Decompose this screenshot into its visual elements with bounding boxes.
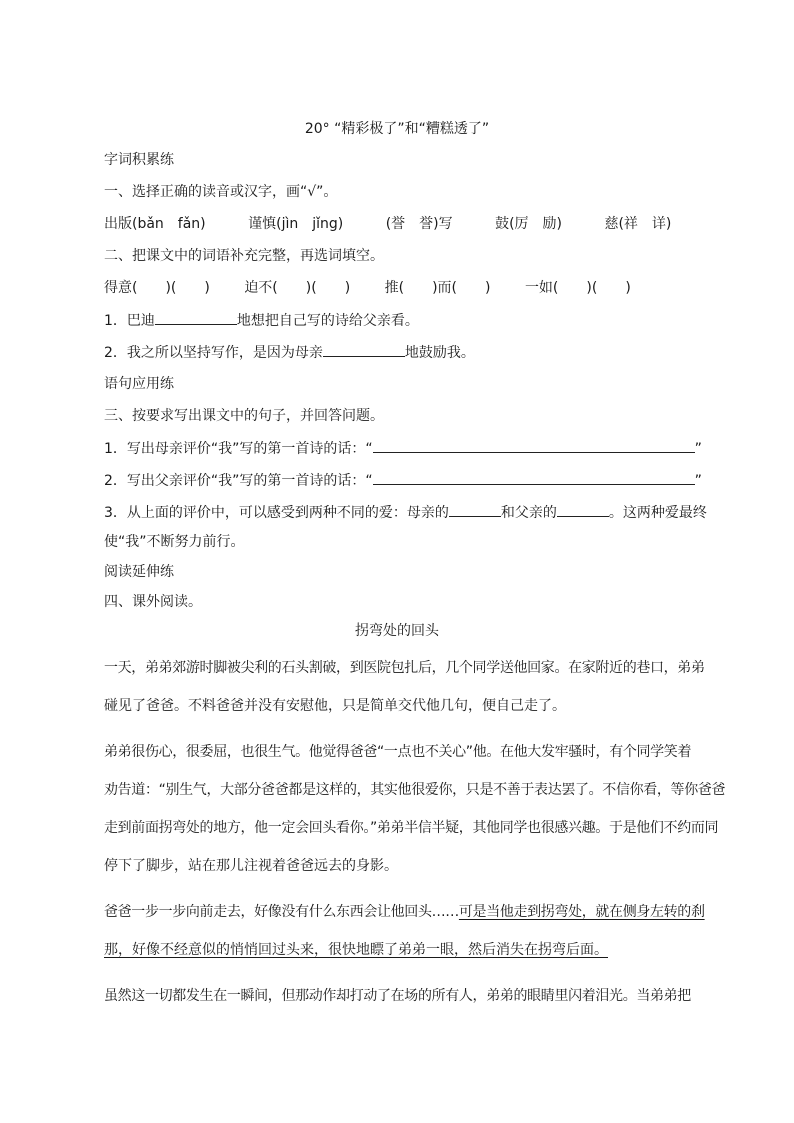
story-paragraph-2-line-1: 弟弟很伤心，很委屈，也很生气。他觉得爸爸“一点也不关心”他。在他大发牢骚时，有个同学笑着 [104, 744, 692, 760]
story-paragraph-4-line-1: 虽然这一切都发生在一瞬间，但那动作却打动了在场的所有人，弟弟的眼睛里闪着泪光。当弟弟把 [104, 988, 691, 1004]
question-2-item-1: 1．巴迪 地想把自己写的诗给父亲看。 [104, 310, 419, 331]
option-tengxie: (誉 誉)写 [385, 216, 453, 232]
story-paragraph-3-line-1: 爸爸一步一步向前走去，好像没有什么东西会让他回头……可是当他走到拐弯处，就在侧身左转的刹 [104, 904, 705, 920]
story-paragraph-2-line-3: 走到前面拐弯处的地方，他一定会回头看你。”弟弟半信半疑，其他同学也很感兴趣。于是他们不约而同 [104, 820, 719, 836]
option-cixiang: 慈(祥 详) [604, 216, 672, 232]
option-guli: 鼓(厉 励) [495, 216, 563, 232]
question-2-words [104, 278, 631, 298]
story-paragraph-2-line-2: 劝告道：“别生气，大部分爸爸都是这样的，其实他很爱你，只是不善于表达罢了。不信你看，等你爸爸 [104, 782, 726, 798]
story-paragraph-2-line-4: 停下了脚步，站在那儿注视着爸爸远去的身影。 [104, 858, 398, 874]
story-paragraph-1-line-1: 一天，弟弟郊游时脚被尖利的石头割破，到医院包扎后，几个同学送他回家。在家附近的巷口，弟弟 [104, 660, 705, 676]
fill-blank[interactable] [323, 342, 405, 357]
answer-line[interactable] [373, 438, 695, 453]
question-3-item-3-cont: 使“我”不断努力前行。 [104, 534, 245, 550]
word-tui: 推( )而( ) [384, 280, 491, 296]
question-3-item-2: 2．写出父亲评价“我”写的第一首诗的话：“ ” [104, 470, 702, 491]
question-4-prompt: 四、课外阅读。 [104, 594, 202, 610]
question-2-item-2: 2．我之所以坚持写作，是因为母亲 地鼓励我。 [104, 342, 475, 363]
underlined-sentence-cont: 那，好像不经意似的悄悄回过头来，很快地瞟了弟弟一眼，然后消失在拐弯后面。 [104, 942, 608, 958]
story-title: 拐弯处的回头 [355, 623, 439, 639]
word-pobu: 迫不( )( ) [244, 280, 351, 296]
section-heading-sentences: 语句应用练 [104, 376, 174, 392]
question-1-prompt: 一、选择正确的读音或汉字，画“√”。 [104, 184, 338, 200]
question-3-prompt: 三、按要求写出课文中的句子，并回答问题。 [104, 408, 384, 424]
page-title: 20° “精彩极了”和“糟糕透了” [304, 121, 490, 137]
section-heading-vocab: 字词积累练 [104, 152, 174, 168]
question-3-item-1: 1．写出母亲评价“我”写的第一首诗的话：“ ” [104, 438, 702, 459]
word-yiru: 一如( )( ) [524, 280, 631, 296]
fill-blank[interactable] [155, 310, 237, 325]
option-chuban: 出版(bǎn fǎn) [104, 216, 206, 232]
underlined-sentence: 可是当他走到拐弯处，就在侧身左转的刹 [458, 904, 705, 920]
answer-line[interactable] [373, 470, 695, 485]
story-paragraph-3-line-2 [104, 940, 716, 960]
section-heading-reading: 阅读延伸练 [104, 564, 174, 580]
option-jinshen: 谨慎(jìn jǐng) [248, 216, 344, 232]
question-1-options [104, 214, 671, 234]
question-2-prompt: 二、把课文中的词语补充完整，再选词填空。 [104, 248, 384, 264]
word-deyi: 得意( )( ) [104, 280, 210, 296]
fill-blank[interactable] [449, 502, 501, 517]
fill-blank[interactable] [557, 502, 609, 517]
story-paragraph-1-line-2: 碰见了爸爸。不料爸爸并没有安慰他，只是简单交代他几句，便自己走了。 [104, 698, 566, 714]
question-3-item-3: 3．从上面的评价中，可以感受到两种不同的爱：母亲的 和父亲的 。这两种爱最终 [104, 502, 707, 523]
